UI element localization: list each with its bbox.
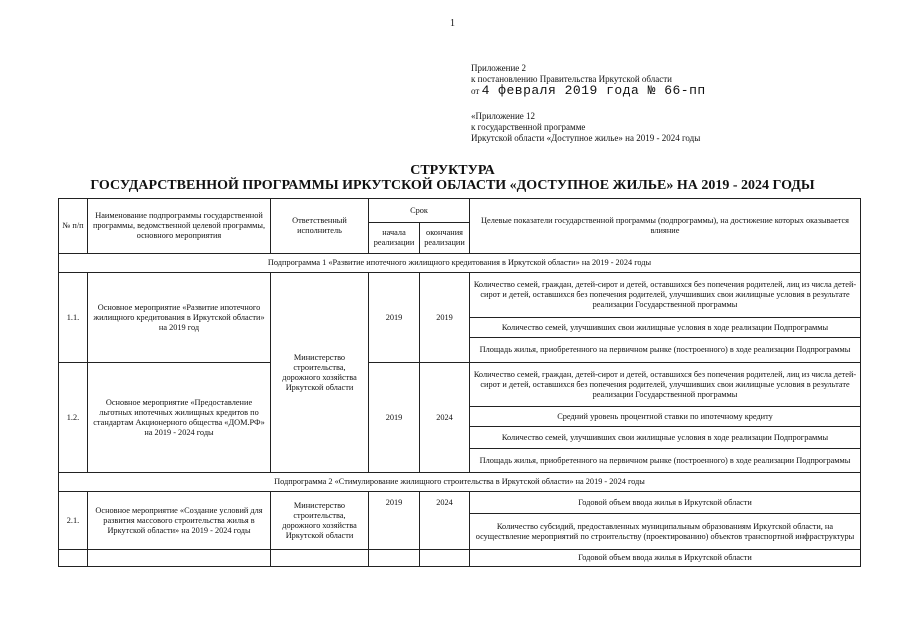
subprogram-row [59, 473, 861, 492]
row-end-year: 2019 [420, 273, 470, 363]
document-title [0, 163, 905, 193]
row-executor-empty [271, 550, 369, 567]
row-num: 1.1. [59, 273, 88, 363]
title-line1: СТРУКТУРА [410, 163, 495, 178]
row-indicator: Количество семей, граждан, детей-сирот и детей, оставшихся без попечения родителей, лиц из числа детей-сирот и детей, оставшихся без попечения родителей, улучшивших свои жилищные условия в результате реализации Государственной программы [470, 363, 861, 407]
appendix-program-line3: Иркутской области «Доступное жилье» на 2019 - 2024 годы [471, 133, 701, 143]
subprogram-2-title: Подпрограмма 2 «Стимулирование жилищного строительства в Иркутской области» на 2019 - 2024 годы [59, 473, 861, 492]
row-num: 1.2. [59, 363, 88, 473]
header-name: Наименование подпрограммы государственной программы, ведомственной целевой программы, основного мероприятия [88, 199, 271, 254]
row-num: 2.1. [59, 492, 88, 550]
page-number: 1 [450, 18, 455, 29]
table-row [59, 363, 861, 407]
header-num: № п/п [59, 199, 88, 254]
handwritten-date: 4 февраля 2019 года № 66-пп [481, 83, 706, 98]
row-event-name: Основное мероприятие «Предоставление льготных ипотечных жилищных кредитов по стандартам Акционерного общества «ДОМ.РФ» на 2019 - 2024 годы [88, 363, 271, 473]
title-line2: ГОСУДАРСТВЕННОЙ ПРОГРАММЫ ИРКУТСКОЙ ОБЛАСТИ «ДОСТУПНОЕ ЖИЛЬЕ» НА 2019 - 2024 ГОДЫ [90, 178, 815, 193]
row-indicator: Количество семей, граждан, детей-сирот и детей, оставшихся без попечения родителей, лиц из числа детей-сирот и детей, оставшихся без попечения родителей, улучшивших свои жилищные условия в результате реализации Государственной программы [470, 273, 861, 318]
header-term-start: начала реализации [369, 223, 420, 254]
appendix-decree-line2: к постановлению Правительства Иркутской области [471, 74, 672, 84]
date-prefix: от [471, 86, 480, 96]
appendix-program [471, 111, 700, 144]
row-indicator: Средний уровень процентной ставки по ипотечному кредиту [470, 407, 861, 427]
row-indicator: Количество семей, улучшивших свои жилищные условия в ходе реализации Подпрограммы [470, 427, 861, 449]
appendix-decree-line1: Приложение 2 [471, 63, 527, 73]
row-end-year: 2024 [420, 363, 470, 473]
row-event-name: Основное мероприятие «Создание условий для развития массового строительства жилья в Иркутской области» на 2019 - 2024 годы [88, 492, 271, 550]
row-start-year: 2019 [369, 273, 420, 363]
appendix-program-line2: к государственной программе [471, 122, 586, 132]
appendix-program-line1: «Приложение 12 [471, 111, 536, 121]
appendix-decree [471, 63, 706, 97]
row-indicator: Площадь жилья, приобретенного на первичном рынке (построенного) в ходе реализации Подпрограммы [470, 449, 861, 473]
table-row [59, 550, 861, 567]
row-start-year: 2019 [369, 363, 420, 473]
row-event-name-empty [88, 550, 271, 567]
header-indicators: Целевые показатели государственной программы (подпрограммы), на достижение которых оказывается влияние [470, 199, 861, 254]
row-end-year: 2024 [420, 492, 470, 550]
appendix-decree-date [471, 85, 706, 97]
row-indicator: Количество семей, улучшивших свои жилищные условия в ходе реализации Подпрограммы [470, 318, 861, 338]
structure-table [58, 198, 861, 567]
subprogram-row [59, 254, 861, 273]
header-executor: Ответственный исполнитель [271, 199, 369, 254]
row-start-year: 2019 [369, 492, 420, 550]
row-indicator: Годовой объем ввода жилья в Иркутской области [470, 492, 861, 514]
header-term: Срок [369, 199, 470, 223]
row-event-name: Основное мероприятие «Развитие ипотечного жилищного кредитования в Иркутской области» на 2019 год [88, 273, 271, 363]
subprogram-1-title: Подпрограмма 1 «Развитие ипотечного жилищного кредитования в Иркутской области» на 2019 - 2024 годы [59, 254, 861, 273]
row-indicator: Площадь жилья, приобретенного на первичном рынке (построенного) в ходе реализации Подпрограммы [470, 338, 861, 363]
row-executor: Министерство строительства, дорожного хозяйства Иркутской области [271, 492, 369, 550]
table-row [59, 492, 861, 514]
row-end-year-empty [420, 550, 470, 567]
row-num-empty [59, 550, 88, 567]
header-term-end: окончания реализации [420, 223, 470, 254]
row-indicator: Годовой объем ввода жилья в Иркутской области [470, 550, 861, 567]
table-row [59, 273, 861, 318]
row-start-year-empty [369, 550, 420, 567]
row-indicator: Количество субсидий, предоставленных муниципальным образованиям Иркутской области, на осуществление мероприятий по строительству (проектированию) объектов транспортной инфраструктуры [470, 514, 861, 550]
row-executor: Министерство строительства, дорожного хозяйства Иркутской области [271, 273, 369, 473]
